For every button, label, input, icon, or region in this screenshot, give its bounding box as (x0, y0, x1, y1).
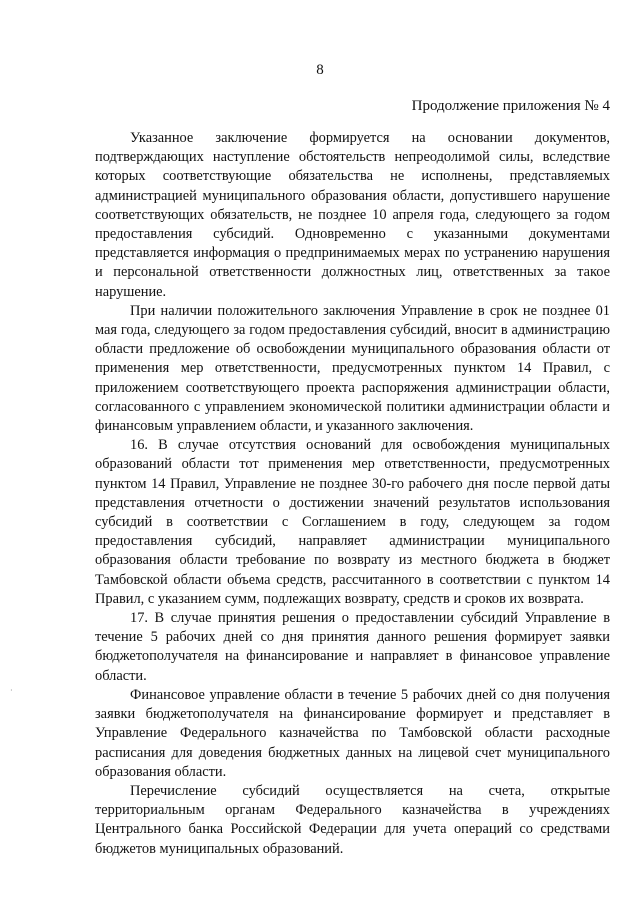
appendix-continuation-note: Продолжение приложения № 4 (411, 98, 610, 114)
paragraph: 17. В случае принятия решения о предоставлении субсидий Управление в течение 5 рабочих дней со дня принятия данного решения формирует заявки бюджетополучателя на финансирование и направляет в финансовое управление области. (95, 610, 610, 684)
scan-margin-mark: · (10, 686, 13, 695)
paragraph: 16. В случае отсутствия оснований для освобождения муниципальных образований области тот применения мер ответственности, предусмотренных пунктом 14 Правил, Управление не позднее 30-го рабочего дня после первой даты представления отчетности о достижении значений результатов использования субсидий в соответствии с Соглашением в году, следующем за годом предоставления субсидий, направляет администрации муниципального образования области требование по возврату из местного бюджета в бюджет Тамбовской области объема средств, рассчитанного в соответствии с пунктом 14 Правил, с указанием сумм, подлежащих возврату, средств и сроков их возврата. (95, 437, 610, 607)
document-body (95, 129, 610, 859)
paragraph: Указанное заключение формируется на основании документов, подтверждающих наступление обстоятельств непреодолимой силы, вследствие которых соответствующие обязательства не исполнены, представляемых администрацией муниципального образования области, допустившего нарушение соответствующих обязательств, не позднее 10 апреля года, следующего за годом предоставления субсидий. Одновременно с указанными документами представляется информация о предпринимаемых мерах по устранению нарушения и персональной ответственности должностных лиц, ответственных за такое нарушение. (95, 130, 610, 300)
page-number: 8 (316, 62, 324, 78)
paragraph: При наличии положительного заключения Управление в срок не позднее 01 мая года, следующего за годом предоставления субсидий, вносит в администрацию области предложение об освобождении муниципального образования области от применения мер ответственности, предусмотренных пунктом 14 Правил, с приложением соответствующего проекта распоряжения администрации области, согласованного с управлением экономической политики администрации области и финансовым управлением области, и указанного заключения. (95, 302, 610, 435)
paragraph: Перечисление субсидий осуществляется на счета, открытые территориальным органам Федерального казначейства в учреждениях Центрального банка Российской Федерации для учета операций со средствами бюджетов муниципальных образований. (95, 782, 610, 857)
paragraph: Финансовое управление области в течение 5 рабочих дней со дня получения заявки бюджетополучателя на финансирование формирует и представляет в Управление Федерального казначейства по Тамбовской области расходные расписания для доведения бюджетных данных на лицевой счет муниципального образования области. (95, 686, 610, 780)
